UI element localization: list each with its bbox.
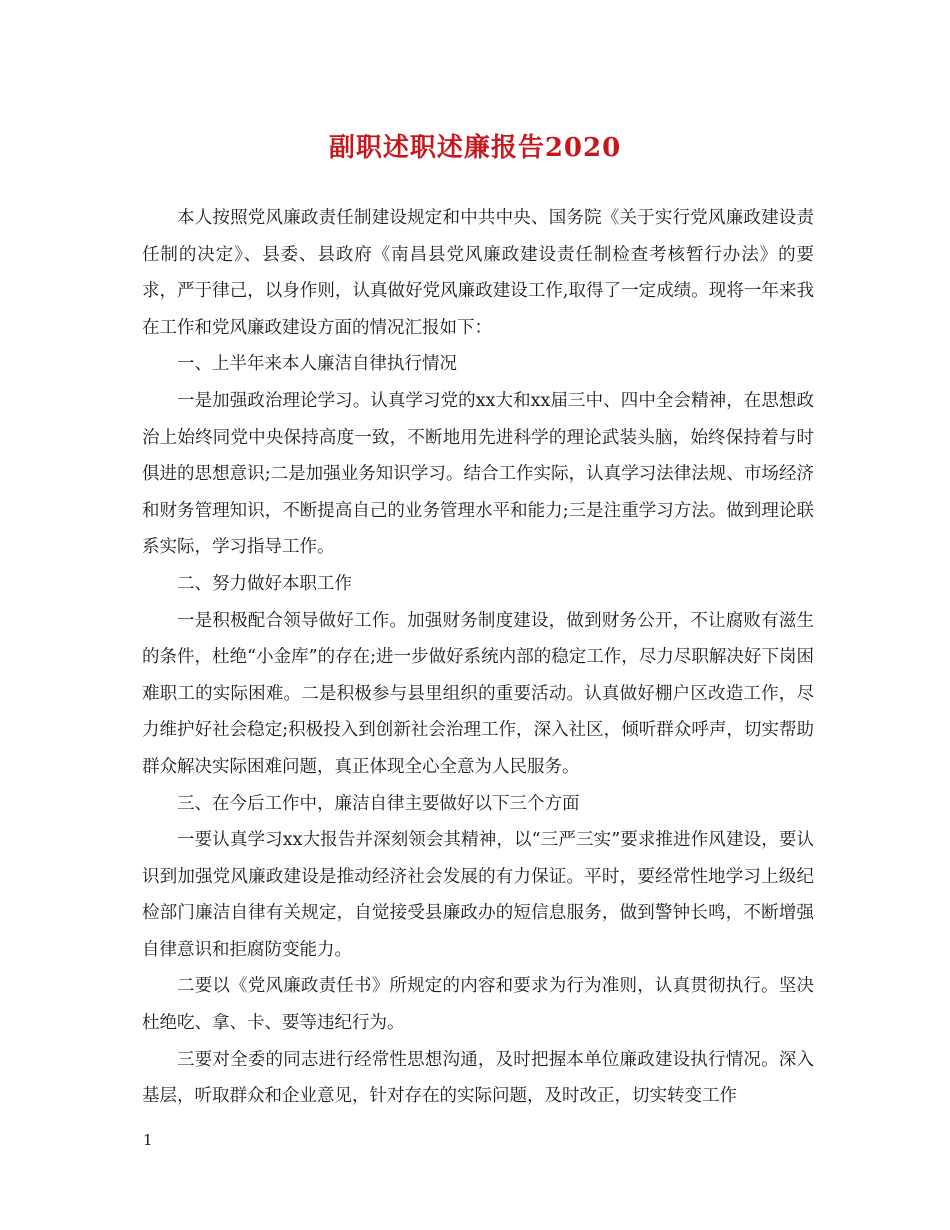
section-heading-3: 三、在今后工作中，廉洁自律主要做好以下三个方面 [177, 793, 580, 814]
page-number: 1 [143, 1131, 153, 1149]
body-paragraph: 二要以《党风廉政责任书》所规定的内容和要求为行为准则，认真贯彻执行。坚决杜绝吃、拿、卡、要等违纪行为。 [142, 976, 814, 1034]
section-heading-1: 一、上半年来本人廉洁自律执行情况 [177, 354, 457, 375]
body-paragraph: 一要认真学习xx大报告并深刻领会其精神，以“三严三实”要求推进作风建设，要认识到加强党风廉政建设是推动经济社会发展的有力保证。平时，要经常性地学习上级纪检部门廉洁自律有关规定，自觉接受县廉政办的短信息服务，做到警钟长鸣，不断增强自律意识和拒腐防变能力。 [142, 830, 814, 960]
intro-paragraph: 本人按照党风廉政责任制建设规定和中共中央、国务院《关于实行党风廉政建设责任制的决定》、县委、县政府《南昌县党风廉政建设责任制检查考核暂行办法》的要求，严于律己，以身作则，认真做好党风廉政建设工作,取得了一定成绩。现将一年来我在工作和党风廉政建设方面的情况汇报如下： [142, 208, 814, 338]
body-paragraph: 一是积极配合领导做好工作。加强财务制度建设，做到财务公开，不让腐败有滋生的条件，杜绝“小金库”的存在;进一步做好系统内部的稳定工作，尽力尽职解决好下岗困难职工的实际困难。二是积极参与县里组织的重要活动。认真做好棚户区改造工作，尽力维护好社会稳定;积极投入到创新社会治理工作，深入社区，倾听群众呼声，切实帮助群众解决实际困难问题，真正体现全心全意为人民服务。 [142, 610, 814, 777]
body-paragraph: 一是加强政治理论学习。认真学习党的xx大和xx届三中、四中全会精神，在思想政治上始终同党中央保持高度一致，不断地用先进科学的理论武装头脑，始终保持着与时俱进的思想意识;二是加强业务知识学习。结合工作实际，认真学习法律法规、市场经济和财务管理知识，不断提高自己的业务管理水平和能力;三是注重学习方法。做到理论联系实际，学习指导工作。 [142, 390, 814, 558]
body-paragraph: 三要对全委的同志进行经常性思想沟通，及时把握本单位廉政建设执行情况。深入基层，听取群众和企业意见，针对存在的实际问题，及时改正，切实转变工作 [142, 1049, 814, 1107]
document-title: 副职述职述廉报告2020 [328, 133, 622, 163]
document-body [142, 200, 814, 1115]
section-heading-2: 二、努力做好本职工作 [177, 573, 352, 594]
